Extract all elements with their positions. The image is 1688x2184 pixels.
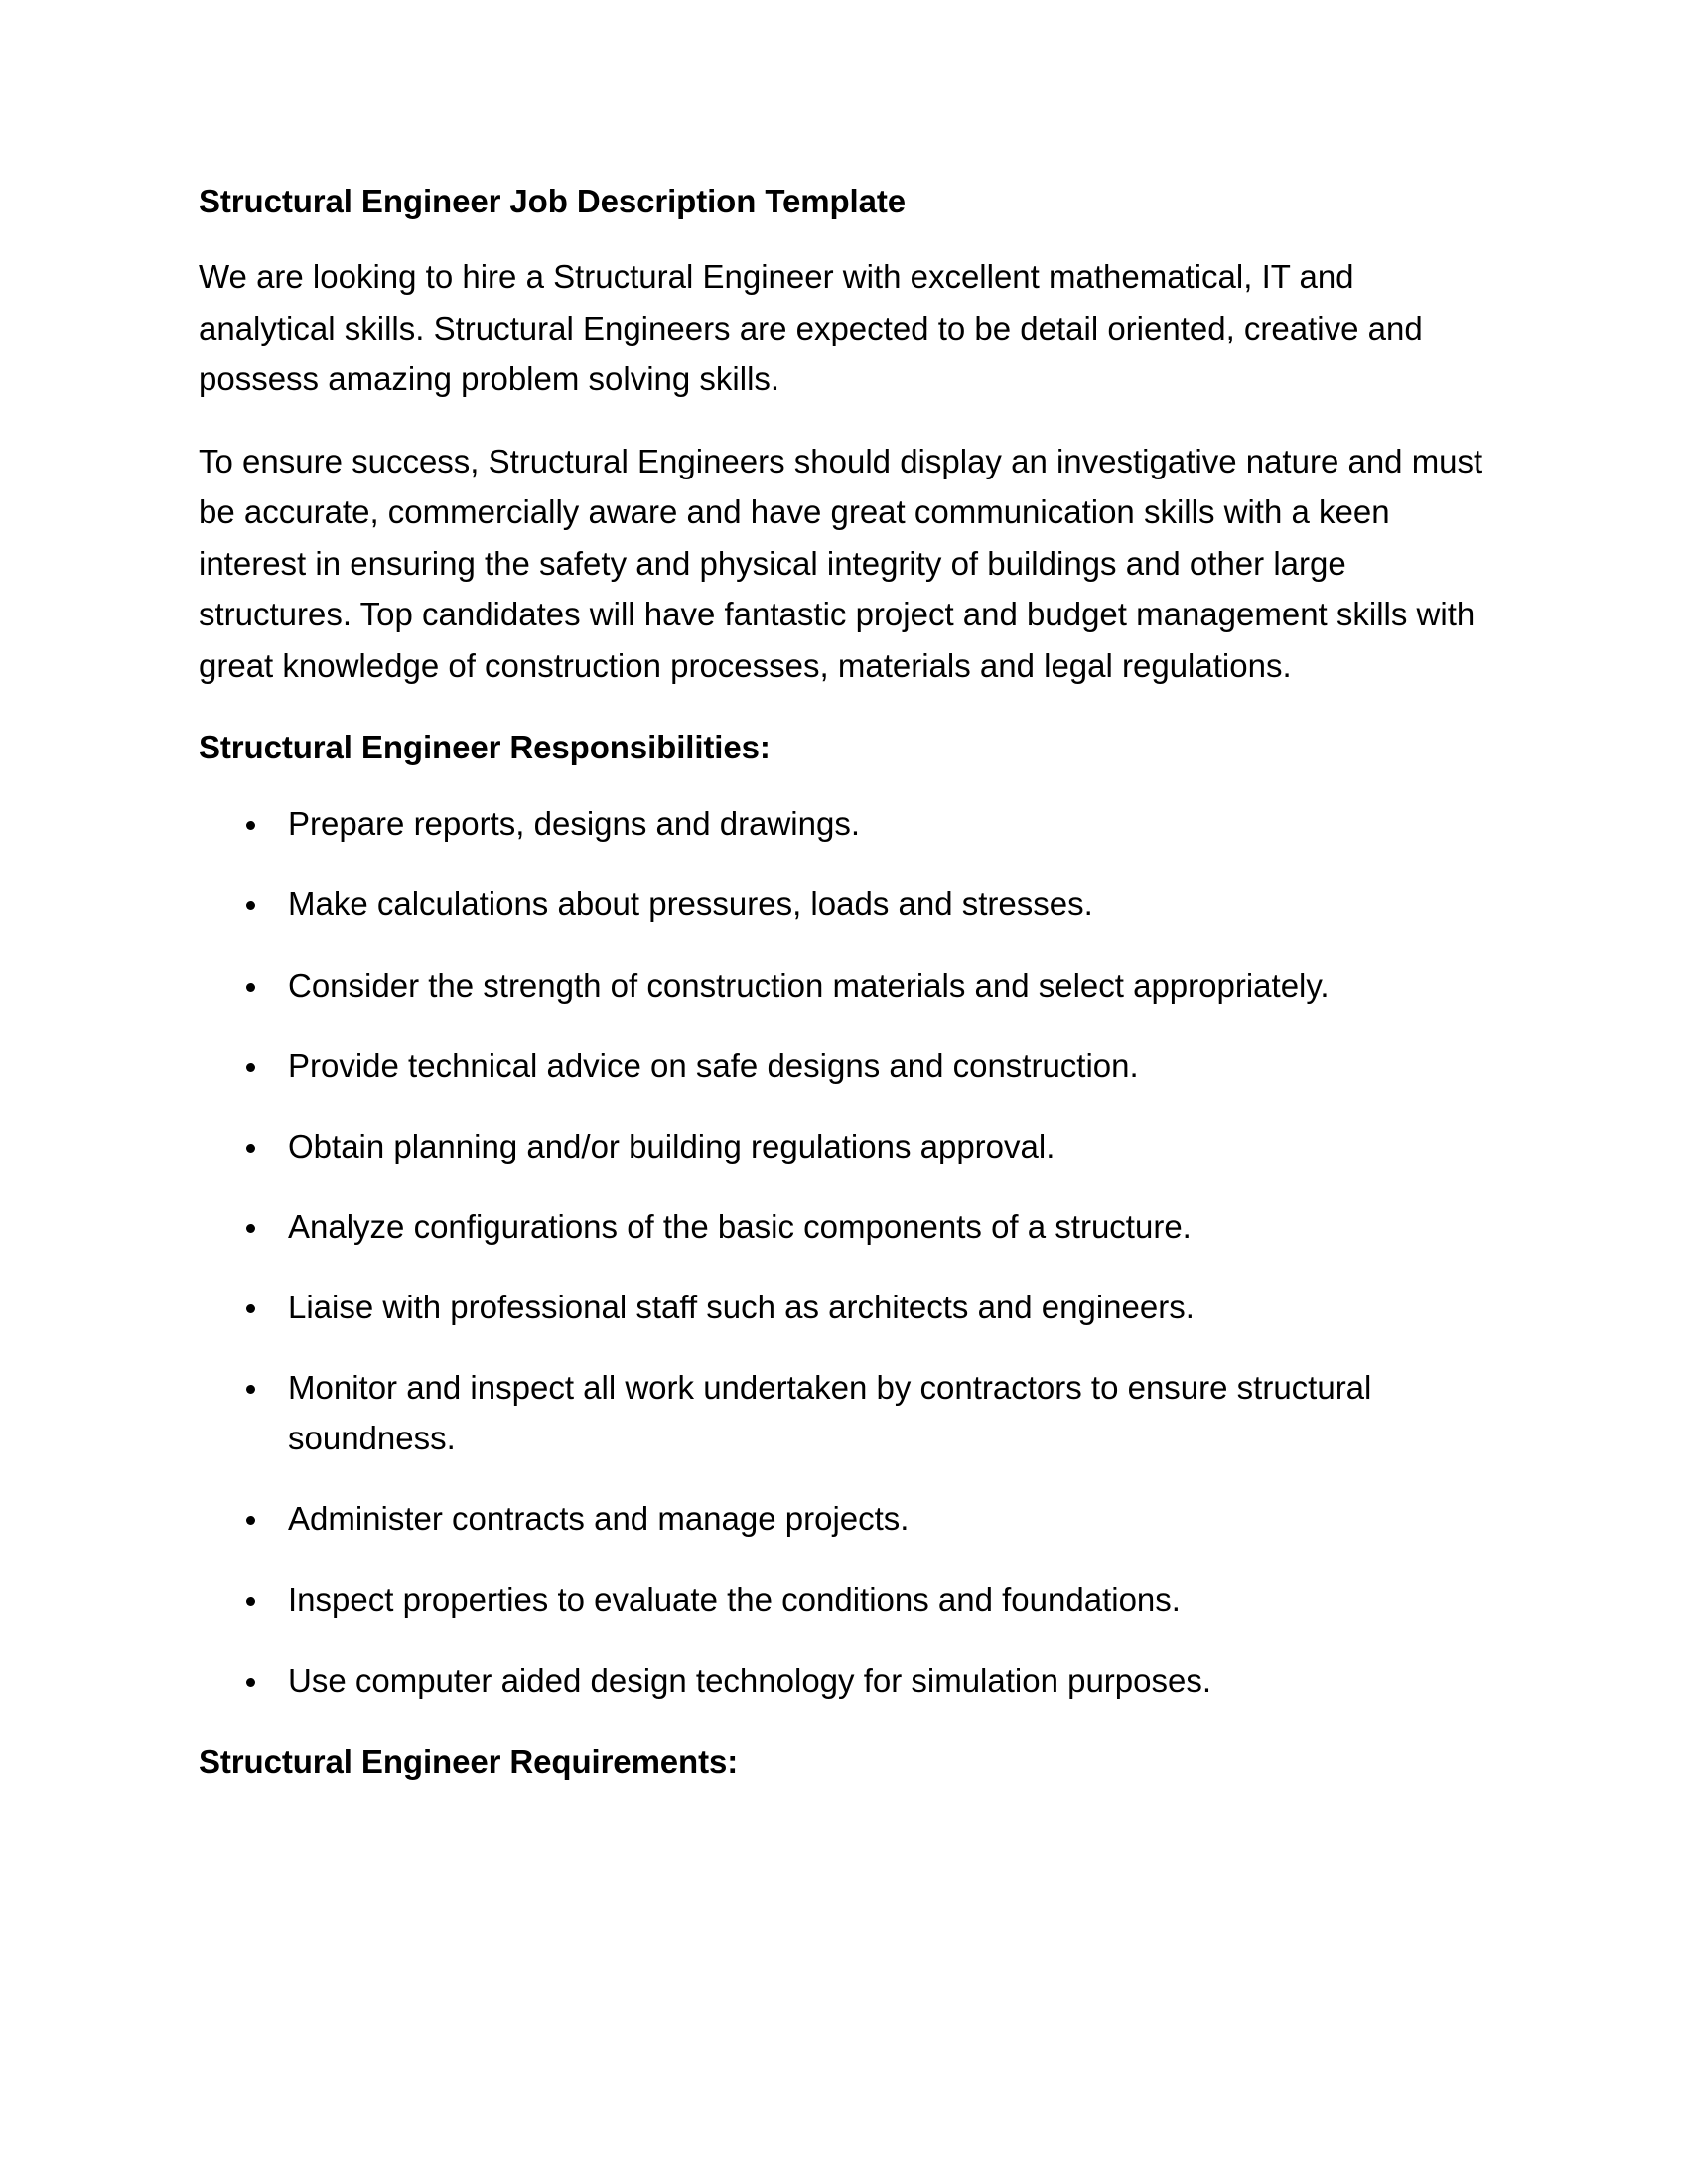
- list-item-label: Use computer aided design technology for simulation purposes.: [288, 1661, 1212, 1699]
- bullet-icon: [246, 1362, 260, 1463]
- list-item-label: Monitor and inspect all work undertaken by contractors to ensure structural soundness.: [288, 1369, 1372, 1457]
- list-item: [199, 1655, 1489, 1706]
- list-item-label: Provide technical advice on safe designs and construction.: [288, 1046, 1139, 1084]
- list-item: [199, 1574, 1489, 1625]
- bullet-icon: [246, 1655, 260, 1706]
- bullet-icon: [246, 960, 260, 1011]
- list-item: [199, 1493, 1489, 1544]
- list-item-label: Prepare reports, designs and drawings.: [288, 805, 860, 843]
- list-item-label: Administer contracts and manage projects.: [288, 1500, 910, 1538]
- bullet-icon: [246, 879, 260, 929]
- list-item-label: Liaise with professional staff such as architects and engineers.: [288, 1289, 1195, 1326]
- list-item: [199, 1201, 1489, 1252]
- page-title: Structural Engineer Job Description Template: [199, 183, 906, 219]
- list-item-label: Inspect properties to evaluate the conditions and foundations.: [288, 1580, 1181, 1618]
- responsibilities-list: [199, 798, 1489, 1706]
- intro-paragraph-1: We are looking to hire a Structural Engineer with excellent mathematical, IT and analytical skills. Structural Engineers are expected to be detail oriented, creative and possess amazing problem solving skills.: [199, 258, 1423, 398]
- bullet-icon: [246, 1282, 260, 1332]
- list-item: [199, 798, 1489, 849]
- document-content: [199, 181, 1489, 1813]
- bullet-icon: [246, 798, 260, 849]
- list-item: [199, 1362, 1489, 1463]
- requirements-heading: Structural Engineer Requirements:: [199, 1742, 739, 1780]
- bullet-icon: [246, 1121, 260, 1171]
- bullet-icon: [246, 1040, 260, 1091]
- intro-paragraph-2: To ensure success, Structural Engineers should display an investigative nature and must be accurate, commercially aware and have great communication skills with a keen interest in ensuring the safety and physical integrity of buildings and other large structures. Top candidates will have fantastic project and budget management skills with great knowledge of construction processes, materials and legal regulations.: [199, 442, 1483, 684]
- list-item: [199, 1121, 1489, 1171]
- responsibilities-heading: Structural Engineer Responsibilities:: [199, 728, 771, 765]
- list-item-label: Consider the strength of construction materials and select appropriately.: [288, 966, 1330, 1004]
- list-item-label: Make calculations about pressures, loads and stresses.: [288, 886, 1093, 923]
- list-item: [199, 1282, 1489, 1332]
- list-item-label: Analyze configurations of the basic components of a structure.: [288, 1207, 1192, 1245]
- list-item: [199, 960, 1489, 1011]
- list-item: [199, 1040, 1489, 1091]
- bullet-icon: [246, 1493, 260, 1544]
- bullet-icon: [246, 1574, 260, 1625]
- list-item: [199, 879, 1489, 929]
- bullet-icon: [246, 1201, 260, 1252]
- list-item-label: Obtain planning and/or building regulations approval.: [288, 1127, 1055, 1164]
